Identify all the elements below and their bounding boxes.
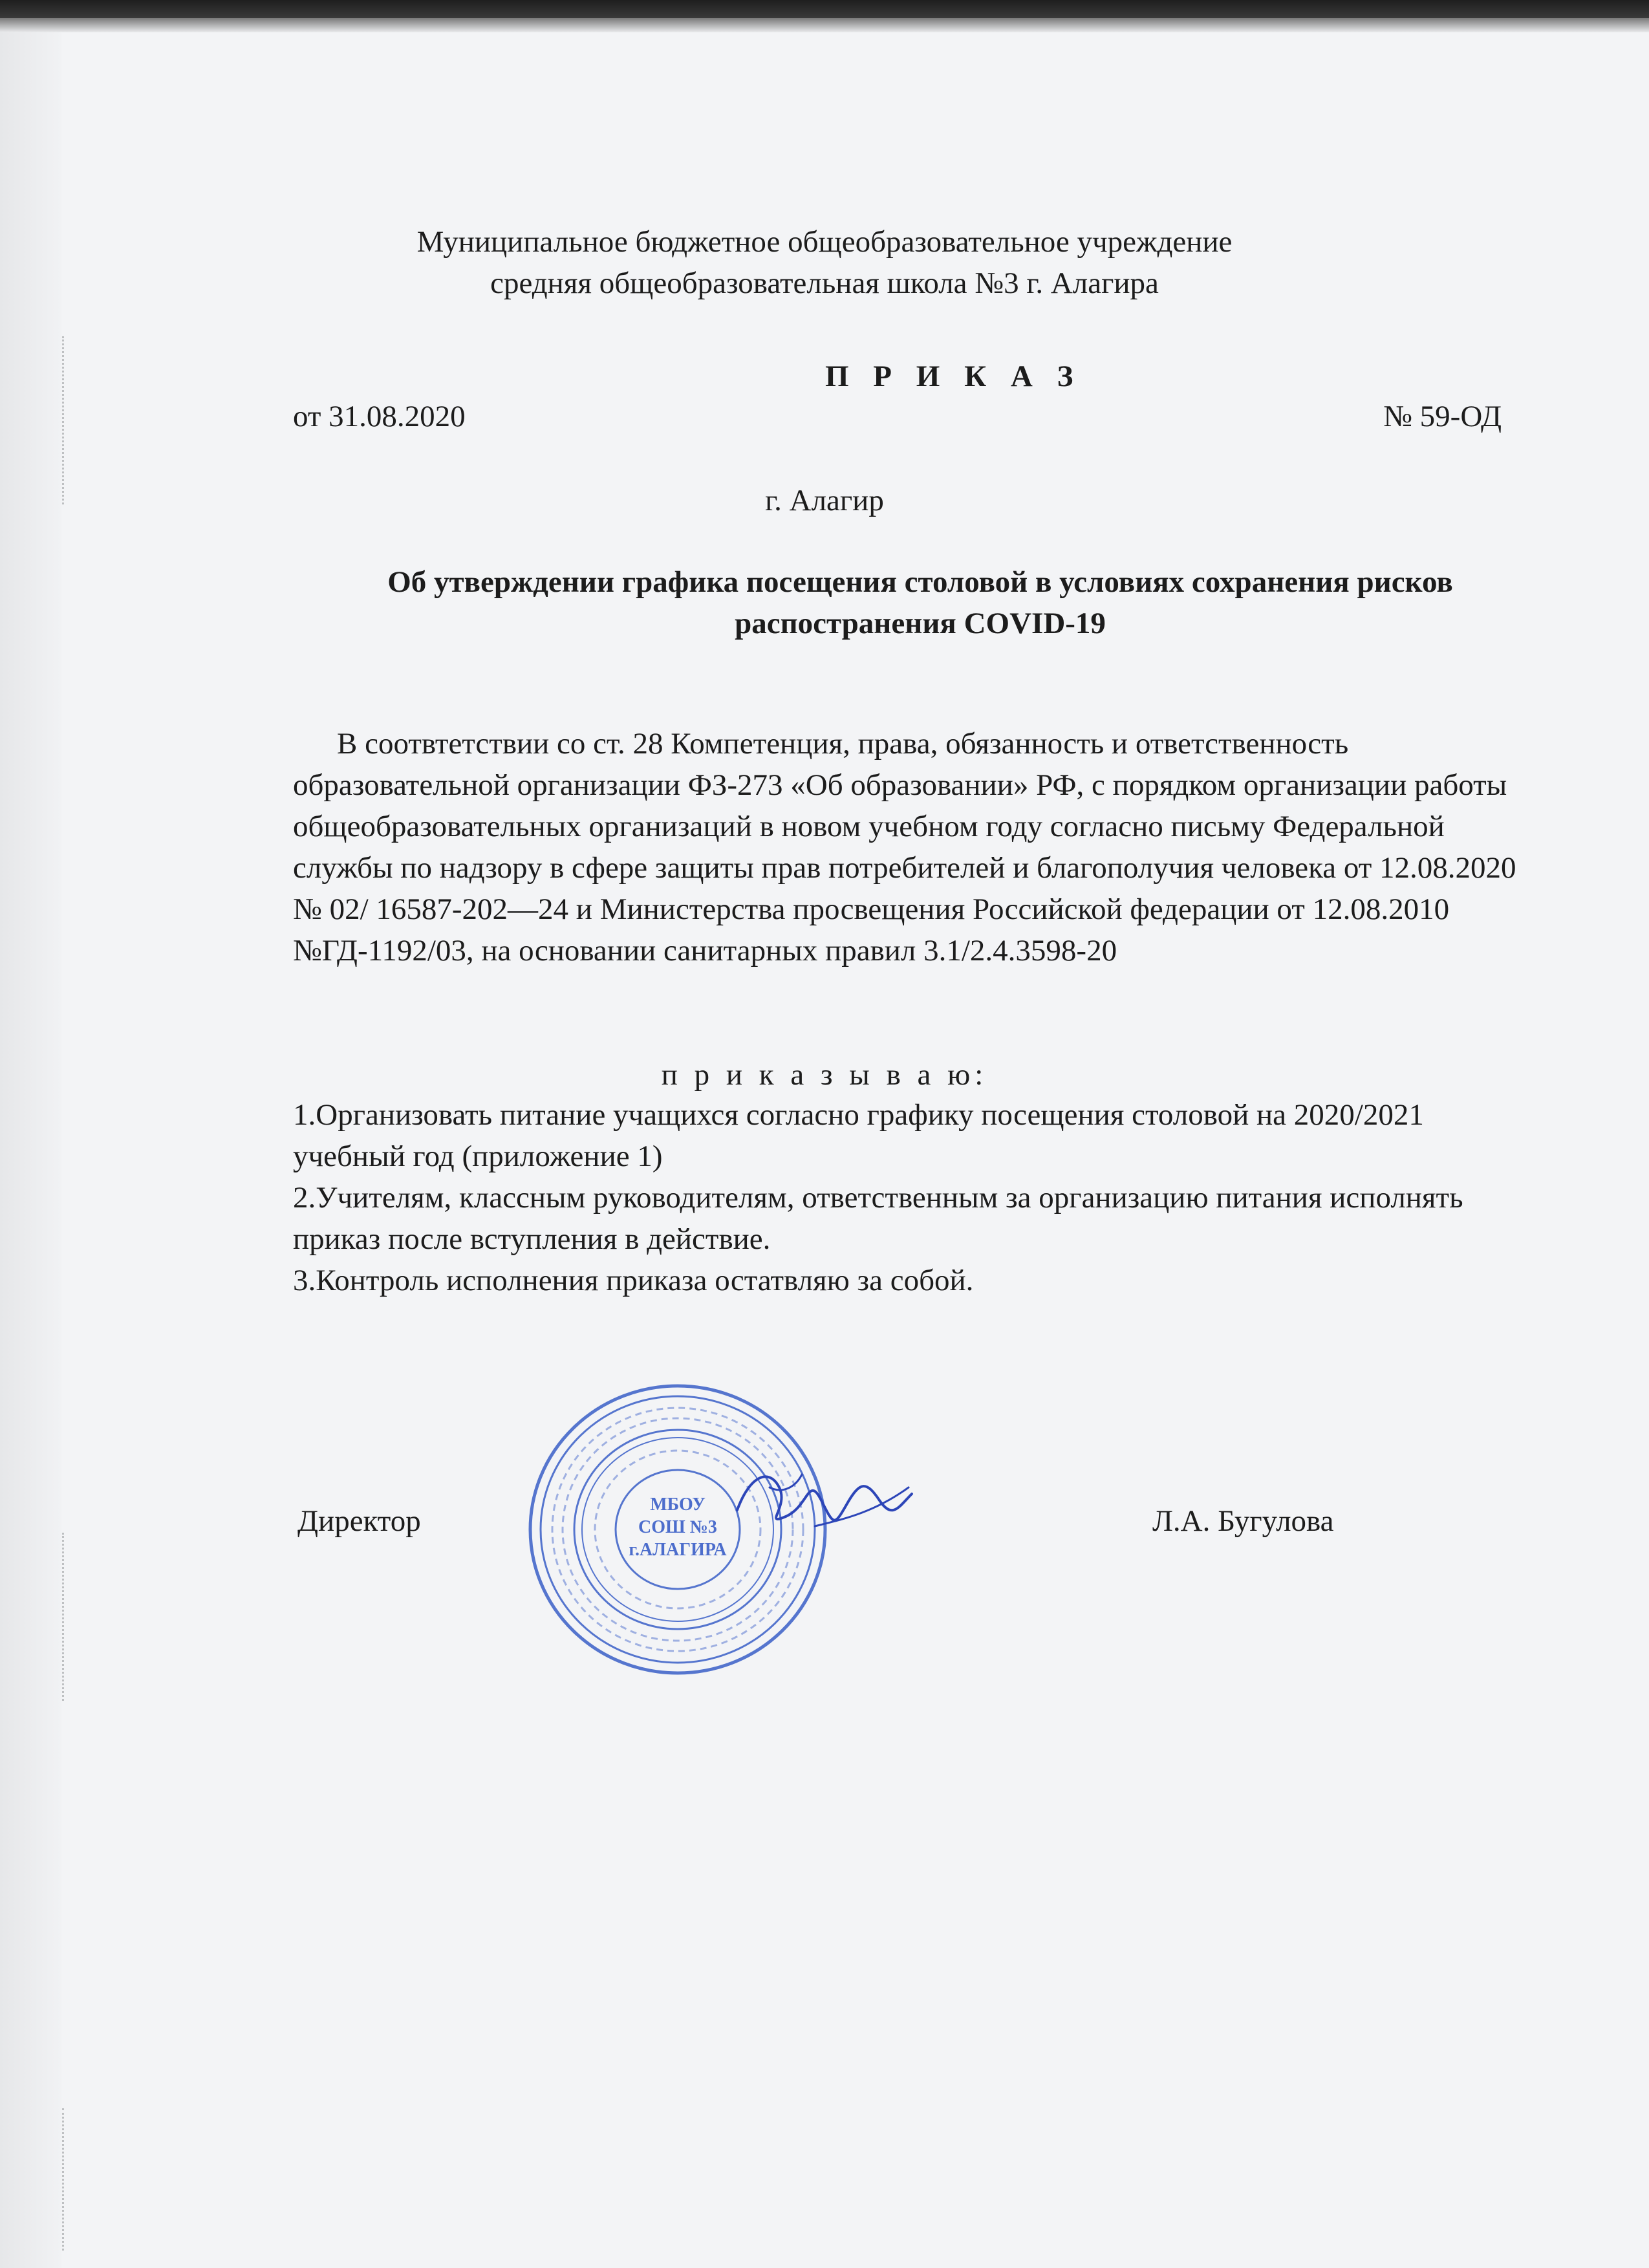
order-item: 1.Организовать питание учащихся согласно графику посещения столовой на 2020/2021 учебный год (приложение 1) bbox=[293, 1098, 1424, 1173]
order-number: № 59-ОД bbox=[1383, 400, 1502, 433]
city: г. Алагир bbox=[765, 484, 884, 517]
signer-name: Л.А. Бугулова bbox=[1152, 1504, 1334, 1538]
handwritten-signature bbox=[724, 1449, 918, 1546]
order-item: 3.Контроль исполнения приказа остатвляю за собой. bbox=[293, 1264, 974, 1297]
order-subject: Об утверждении графика посещения столовой в условиях сохранения рисков распостранения COVID-19 bbox=[387, 565, 1453, 640]
scanner-shadow bbox=[0, 18, 1649, 32]
institution-line-1: Муниципальное бюджетное общеобразовательное учреждение bbox=[416, 225, 1233, 259]
stamp-center-line: МБОУ bbox=[650, 1495, 706, 1515]
order-word: п р и к а з ы в а ю: bbox=[661, 1058, 988, 1092]
preamble-text: В соотвтетствии со ст. 28 Компетенция, права, обязанность и ответственность образовательной организации ФЗ-273 «Об образовании» РФ, с порядком организации работы общеобразовательных организаций в новом учебном году согласно письму Федеральной службы по надзору в сфере защиты прав потребителей и благополучия человека от 12.08.2020 № 02/ 16587-202—24 и Министерства просвещения Российской федерации от 12.08.2010 №ГД-1192/03, на основании санитарных правил 3.1/2.4.3598-20 bbox=[293, 727, 1516, 967]
document-title: П Р И К А З bbox=[825, 360, 1082, 393]
order-date: от 31.08.2020 bbox=[293, 400, 466, 433]
scanner-top-border bbox=[0, 0, 1649, 18]
order-items bbox=[293, 1094, 1522, 1301]
stamp-center-line: СОШ №3 bbox=[638, 1517, 717, 1537]
punch-marks bbox=[62, 336, 87, 504]
order-item: 2.Учителям, классным руководителям, ответственным за организацию питания исполнять приказ после вступления в действие. bbox=[293, 1181, 1463, 1256]
institution-header bbox=[0, 221, 1649, 304]
punch-marks bbox=[62, 1533, 87, 1701]
punch-marks bbox=[62, 2108, 87, 2251]
page-left-margin bbox=[0, 32, 61, 2268]
stamp-center-line: г.АЛАГИРА bbox=[629, 1540, 727, 1560]
institution-line-2: средняя общеобразовательная школа №3 г. Алагира bbox=[490, 266, 1159, 300]
signer-role: Директор bbox=[297, 1504, 421, 1538]
preamble-paragraph bbox=[293, 723, 1522, 971]
